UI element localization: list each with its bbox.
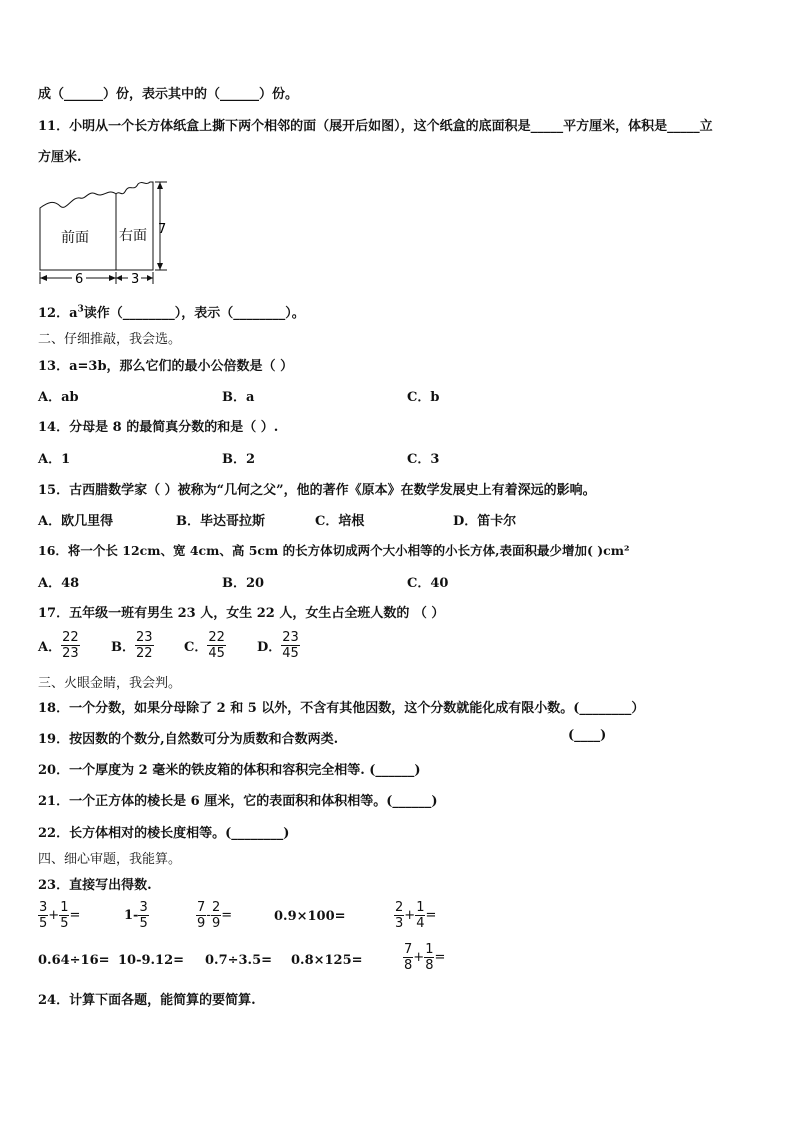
question-16: 16．将一个长 12cm、宽 4cm、高 5cm 的长方体切成两个大小相等的小长方体,表面积最少增加( )cm² bbox=[38, 543, 630, 558]
numerator: 7 bbox=[197, 900, 206, 915]
q15-option-d[interactable]: D．笛卡尔 bbox=[453, 514, 517, 529]
question-13: 13．a=3b，那么它们的最小公倍数是（ ） bbox=[38, 359, 294, 374]
q15-option-c[interactable]: C．培根 bbox=[315, 514, 365, 529]
section-2-heading: 二、仔细推敲，我会选。 bbox=[38, 332, 182, 347]
question-22: 22．长方体相对的棱长度相等。(________) bbox=[38, 826, 290, 841]
q17-option-d-letter: D． bbox=[257, 640, 282, 655]
calc-expression-4: 0.9×100= bbox=[274, 909, 346, 924]
calc-expression-8: 0.7÷3.5= bbox=[205, 953, 273, 968]
denominator: 8 bbox=[404, 958, 413, 973]
calc-expression-7: 10-9.12= bbox=[118, 953, 185, 968]
operator: + bbox=[404, 908, 416, 923]
q15-option-b[interactable]: B．毕达哥拉斯 bbox=[176, 514, 265, 529]
question-18: 18．一个分数，如果分母除了 2 和 5 以外，不含有其他因数，这个分数就能化成有限小数。(________） bbox=[38, 701, 645, 716]
front-face-label: 前面 bbox=[61, 230, 89, 246]
calc-expression-1 bbox=[38, 900, 80, 931]
q16-option-b[interactable]: B．20 bbox=[222, 576, 265, 591]
question-12-text: 读作（________），表示（________）。 bbox=[83, 306, 305, 321]
q14-option-b[interactable]: B．2 bbox=[222, 452, 256, 467]
q17-d-numerator: 23 bbox=[282, 630, 299, 645]
calc-expression-10 bbox=[403, 942, 445, 973]
q17-option-b-letter: B． bbox=[111, 640, 135, 655]
operator: + bbox=[413, 950, 425, 965]
question-23: 23．直接写出得数. bbox=[38, 878, 152, 893]
numerator: 2 bbox=[211, 900, 221, 915]
denominator: 9 bbox=[197, 916, 206, 931]
q17-b-numerator: 23 bbox=[136, 630, 153, 645]
width-label: 6 bbox=[75, 272, 84, 287]
q17-option-c[interactable] bbox=[184, 630, 226, 661]
q17-option-b[interactable] bbox=[111, 630, 154, 661]
q14-option-c[interactable]: C．3 bbox=[407, 452, 440, 467]
q17-option-d[interactable] bbox=[257, 630, 300, 661]
denominator: 9 bbox=[211, 916, 221, 931]
numerator: 3 bbox=[139, 900, 148, 915]
question-12-prefix: 12．a bbox=[38, 306, 78, 321]
q17-c-denominator: 45 bbox=[208, 646, 225, 661]
equals: = bbox=[221, 908, 233, 923]
box-net-figure bbox=[36, 176, 176, 288]
question-14: 14．分母是 8 的最简真分数的和是（ ）. bbox=[38, 420, 279, 435]
q17-a-numerator: 22 bbox=[62, 630, 79, 645]
prefix: 1- bbox=[124, 908, 139, 923]
denominator: 4 bbox=[416, 916, 425, 931]
q16-option-c[interactable]: C．40 bbox=[407, 576, 449, 591]
denominator: 8 bbox=[425, 958, 434, 973]
equals: = bbox=[434, 950, 446, 965]
section-3-heading: 三、火眼金睛，我会判。 bbox=[38, 676, 182, 691]
question-11-line2: 方厘米. bbox=[38, 150, 82, 165]
q17-option-c-letter: C． bbox=[184, 640, 208, 655]
question-20: 20．一个厚度为 2 毫米的铁皮箱的体积和容积完全相等. (______) bbox=[38, 763, 421, 778]
question-15: 15．古西腊数学家（ ）被称为“几何之父”，他的著作《原本》在数学发展史上有着深远的影响。 bbox=[38, 483, 596, 498]
height-label: 7 bbox=[158, 222, 167, 237]
question-11-line1: 11．小明从一个长方体纸盒上撕下两个相邻的面（展开后如图），这个纸盒的底面积是_____平方厘米，体积是_____立 bbox=[38, 119, 713, 134]
section-4-heading: 四、细心审题，我能算。 bbox=[38, 852, 182, 867]
numerator: 2 bbox=[395, 900, 404, 915]
numerator: 3 bbox=[39, 900, 48, 915]
denominator: 5 bbox=[39, 916, 48, 931]
question-19-blank[interactable]: (____) bbox=[568, 728, 607, 743]
q14-option-a[interactable]: A．1 bbox=[38, 452, 71, 467]
depth-label: 3 bbox=[131, 272, 140, 287]
q17-option-a[interactable] bbox=[38, 630, 80, 661]
equals: = bbox=[425, 908, 437, 923]
right-face-label: 右面 bbox=[119, 228, 147, 244]
question-12 bbox=[38, 302, 305, 321]
numerator: 1 bbox=[425, 942, 434, 957]
q17-a-denominator: 23 bbox=[62, 646, 79, 661]
q17-b-denominator: 22 bbox=[136, 646, 153, 661]
exponent: 3 bbox=[77, 304, 84, 315]
operator: - bbox=[206, 908, 211, 923]
denominator: 5 bbox=[139, 916, 148, 931]
calc-expression-9: 0.8×125= bbox=[291, 953, 363, 968]
q13-option-a[interactable]: A．ab bbox=[38, 390, 79, 405]
calc-expression-3 bbox=[196, 900, 232, 931]
calc-expression-5 bbox=[394, 900, 436, 931]
operator: + bbox=[48, 908, 60, 923]
calc-expression-6: 0.64÷16= bbox=[38, 953, 110, 968]
question-24: 24．计算下面各题，能简算的要简算. bbox=[38, 993, 256, 1008]
line-continuation: 成（______）份，表示其中的（______）份。 bbox=[38, 87, 299, 102]
q13-option-c[interactable]: C．b bbox=[407, 390, 440, 405]
q17-c-numerator: 22 bbox=[208, 630, 225, 645]
denominator: 3 bbox=[395, 916, 404, 931]
q15-option-a[interactable]: A．欧几里得 bbox=[38, 514, 114, 529]
numerator: 1 bbox=[416, 900, 425, 915]
calc-expression-2 bbox=[124, 900, 149, 931]
q16-option-a[interactable]: A．48 bbox=[38, 576, 80, 591]
q17-option-a-letter: A． bbox=[38, 640, 62, 655]
q13-option-b[interactable]: B．a bbox=[222, 390, 255, 405]
numerator: 1 bbox=[60, 900, 69, 915]
q17-d-denominator: 45 bbox=[282, 646, 299, 661]
question-17: 17．五年级一班有男生 23 人，女生 22 人，女生占全班人数的 （ ） bbox=[38, 606, 445, 621]
question-21: 21．一个正方体的棱长是 6 厘米，它的表面积和体积相等。(______) bbox=[38, 794, 438, 809]
question-19: 19．按因数的个数分,自然数可分为质数和合数两类. bbox=[38, 732, 339, 747]
denominator: 5 bbox=[60, 916, 69, 931]
equals: = bbox=[69, 908, 81, 923]
numerator: 7 bbox=[404, 942, 413, 957]
